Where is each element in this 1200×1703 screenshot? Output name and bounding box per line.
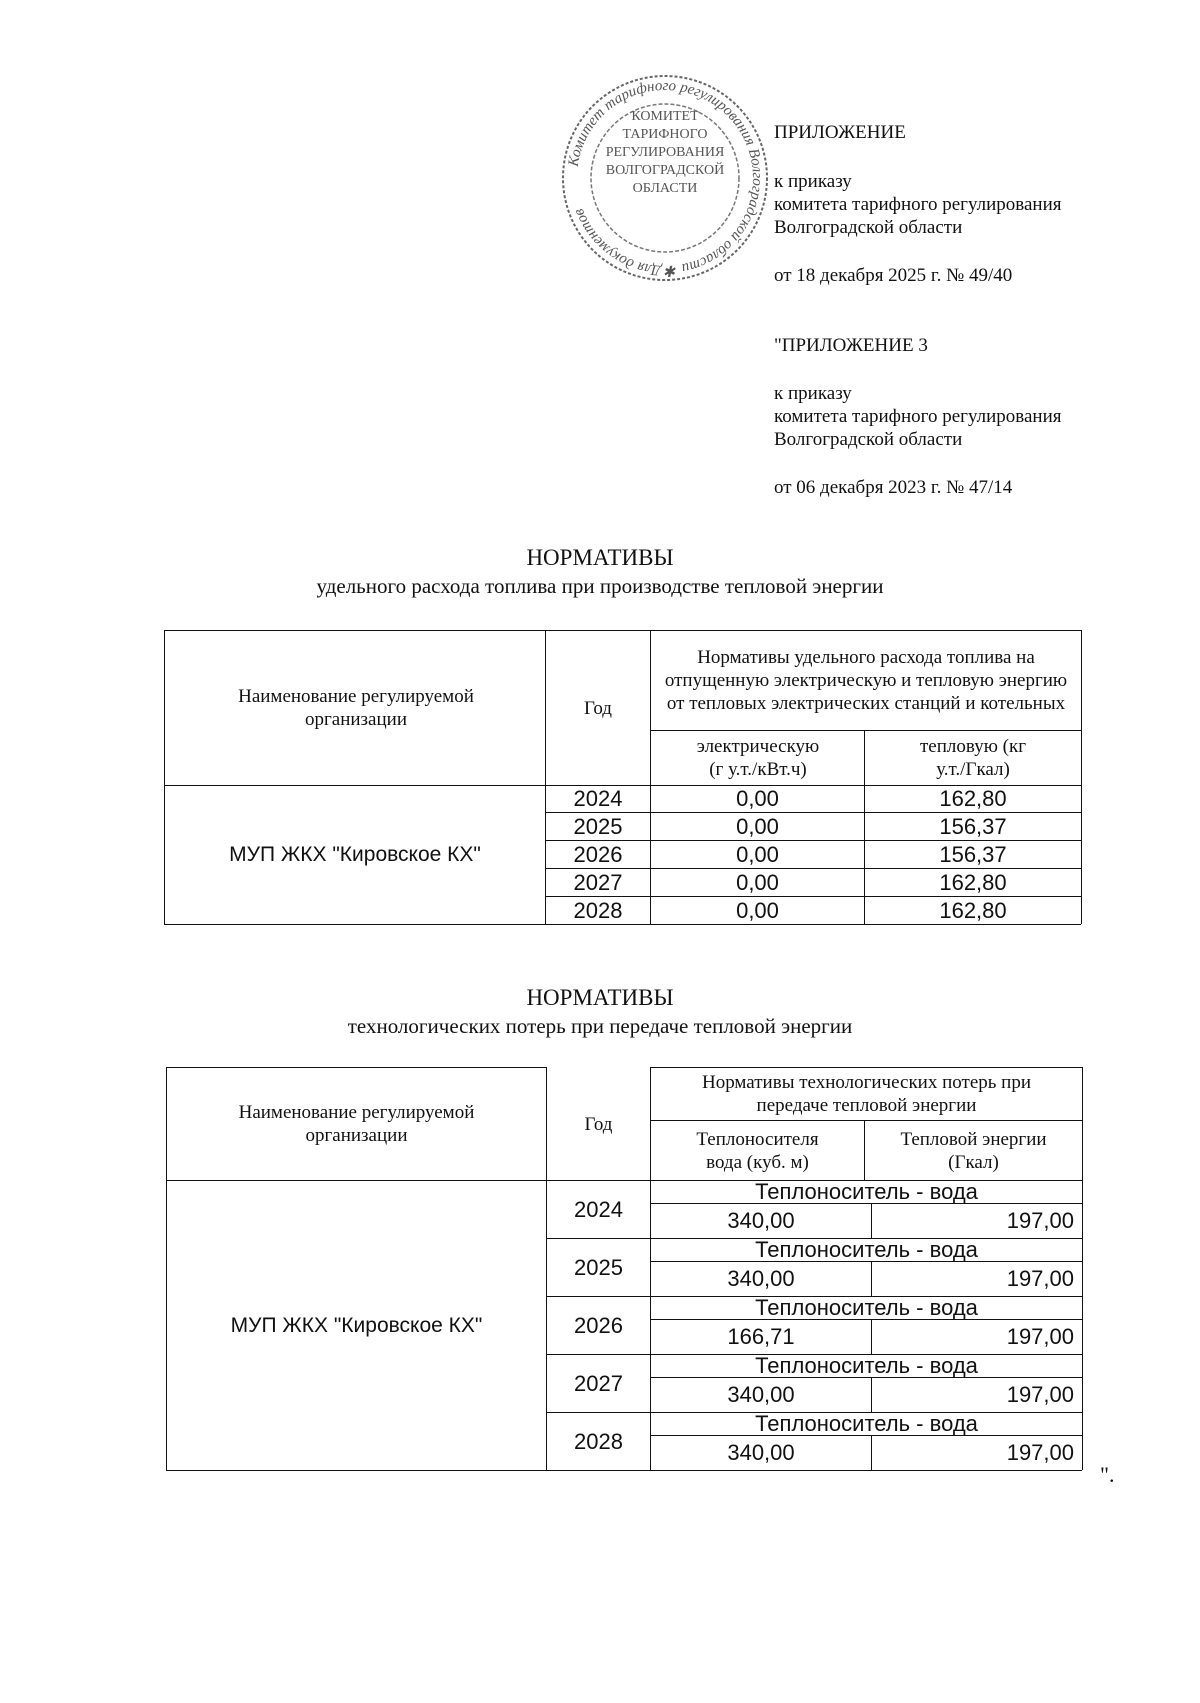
carrier-value-cell: 340,00 bbox=[727, 1382, 795, 1407]
carrier-value-cell: 340,00 bbox=[727, 1440, 795, 1465]
col-header-heat: тепловую (кг у.т./Гкал) bbox=[919, 736, 1026, 780]
energy-value-cell: 197,00 bbox=[1006, 1440, 1074, 1465]
stamp-line: КОМИТЕТ bbox=[631, 109, 699, 124]
year-cell: 2025 bbox=[573, 813, 623, 839]
section1-title: НОРМАТИВЫ bbox=[526, 545, 674, 570]
electric-value-cell: 0,00 bbox=[736, 841, 779, 867]
year-cell: 2025 bbox=[574, 1254, 623, 1280]
col-header-org: Наименование регулируемой организации bbox=[238, 686, 474, 730]
heat-value-cell: 162,80 bbox=[939, 786, 1007, 811]
year-cell: 2028 bbox=[573, 897, 623, 923]
col-header-norms: Нормативы технологических потерь при передаче тепловой энергии bbox=[701, 1072, 1032, 1116]
carrier-type-label: Теплоноситель - вода bbox=[755, 1295, 978, 1320]
official-stamp bbox=[555, 68, 775, 288]
heat-value-cell: 156,37 bbox=[939, 813, 1007, 839]
stamp-line: ВОЛГОГРАДСКОЙ bbox=[605, 163, 725, 178]
electric-value-cell: 0,00 bbox=[736, 897, 779, 923]
carrier-type-label: Теплоноситель - вода bbox=[755, 1237, 978, 1262]
order-date: от 18 декабря 2025 г. № 49/40 bbox=[774, 265, 1013, 286]
year-cell: 2026 bbox=[574, 1312, 623, 1338]
electric-value-cell: 0,00 bbox=[736, 786, 779, 811]
carrier-value-cell: 166,71 bbox=[727, 1324, 795, 1349]
stamp-line: ОБЛАСТИ bbox=[632, 181, 698, 196]
col-header-norms: Нормативы удельного расхода топлива на отпущенную электрическую и тепловую энергию от тепловых электрических станций и котельных bbox=[664, 647, 1068, 714]
col-header-energy: Тепловой энергии (Гкал) bbox=[900, 1128, 1047, 1173]
closing-quote-mark: ". bbox=[1100, 1462, 1115, 1487]
energy-value-cell: 197,00 bbox=[1006, 1324, 1074, 1349]
carrier-type-label: Теплоноситель - вода bbox=[755, 1411, 978, 1436]
order-ref: к приказу bbox=[774, 383, 852, 404]
section2-subtitle: технологических потерь при передаче тепловой энергии bbox=[347, 1014, 853, 1038]
region-name: Волгоградской области bbox=[774, 217, 963, 238]
energy-value-cell: 197,00 bbox=[1006, 1266, 1074, 1291]
appendix3-heading: "ПРИЛОЖЕНИЕ 3 bbox=[774, 335, 928, 356]
heat-value-cell: 162,80 bbox=[939, 869, 1007, 895]
year-cell: 2027 bbox=[574, 1370, 623, 1396]
year-cell: 2026 bbox=[573, 841, 623, 867]
committee-name: комитета тарифного регулирования bbox=[774, 194, 1062, 215]
heat-value-cell: 156,37 bbox=[939, 841, 1007, 867]
svg-text:Комитет тарифного регулировани: Комитет тарифного регулирования Волгоградской области ✱ Для документов bbox=[565, 77, 766, 279]
col-header-carrier: Теплоносителя вода (куб. м) bbox=[696, 1128, 819, 1173]
carrier-value-cell: 340,00 bbox=[727, 1266, 795, 1291]
carrier-type-label: Теплоноситель - вода bbox=[755, 1179, 978, 1204]
section1-subtitle: удельного расхода топлива при производстве тепловой энергии bbox=[316, 574, 884, 598]
energy-value-cell: 197,00 bbox=[1006, 1208, 1074, 1233]
electric-value-cell: 0,00 bbox=[736, 813, 779, 839]
year-cell: 2024 bbox=[573, 786, 623, 811]
org-name-cell: МУП ЖКХ "Кировское КХ" bbox=[230, 1313, 483, 1337]
order-date: от 06 декабря 2023 г. № 47/14 bbox=[774, 477, 1013, 498]
committee-name: комитета тарифного регулирования bbox=[774, 406, 1062, 427]
col-header-year: Год bbox=[584, 1113, 613, 1135]
col-header-org: Наименование регулируемой организации bbox=[238, 1102, 475, 1146]
carrier-value-cell: 340,00 bbox=[727, 1208, 795, 1233]
order-ref: к приказу bbox=[774, 171, 852, 192]
heat-value-cell: 162,80 bbox=[939, 897, 1007, 923]
year-cell: 2024 bbox=[574, 1196, 623, 1222]
year-cell: 2028 bbox=[574, 1428, 623, 1454]
org-name-cell: МУП ЖКХ "Кировское КХ" bbox=[229, 843, 481, 866]
col-header-electric: электрическую (г у.т./кВт.ч) bbox=[696, 736, 820, 780]
stamp-line: ТАРИФНОГО bbox=[622, 127, 708, 142]
electric-value-cell: 0,00 bbox=[736, 869, 779, 895]
col-header-year: Год bbox=[584, 697, 612, 719]
stamp-line: РЕГУЛИРОВАНИЯ bbox=[605, 145, 725, 160]
year-cell: 2027 bbox=[573, 869, 623, 895]
energy-value-cell: 197,00 bbox=[1006, 1382, 1074, 1407]
carrier-type-label: Теплоноситель - вода bbox=[755, 1353, 978, 1378]
region-name: Волгоградской области bbox=[774, 429, 963, 450]
appendix-heading: ПРИЛОЖЕНИЕ bbox=[774, 122, 906, 143]
section2-title: НОРМАТИВЫ bbox=[526, 985, 674, 1010]
